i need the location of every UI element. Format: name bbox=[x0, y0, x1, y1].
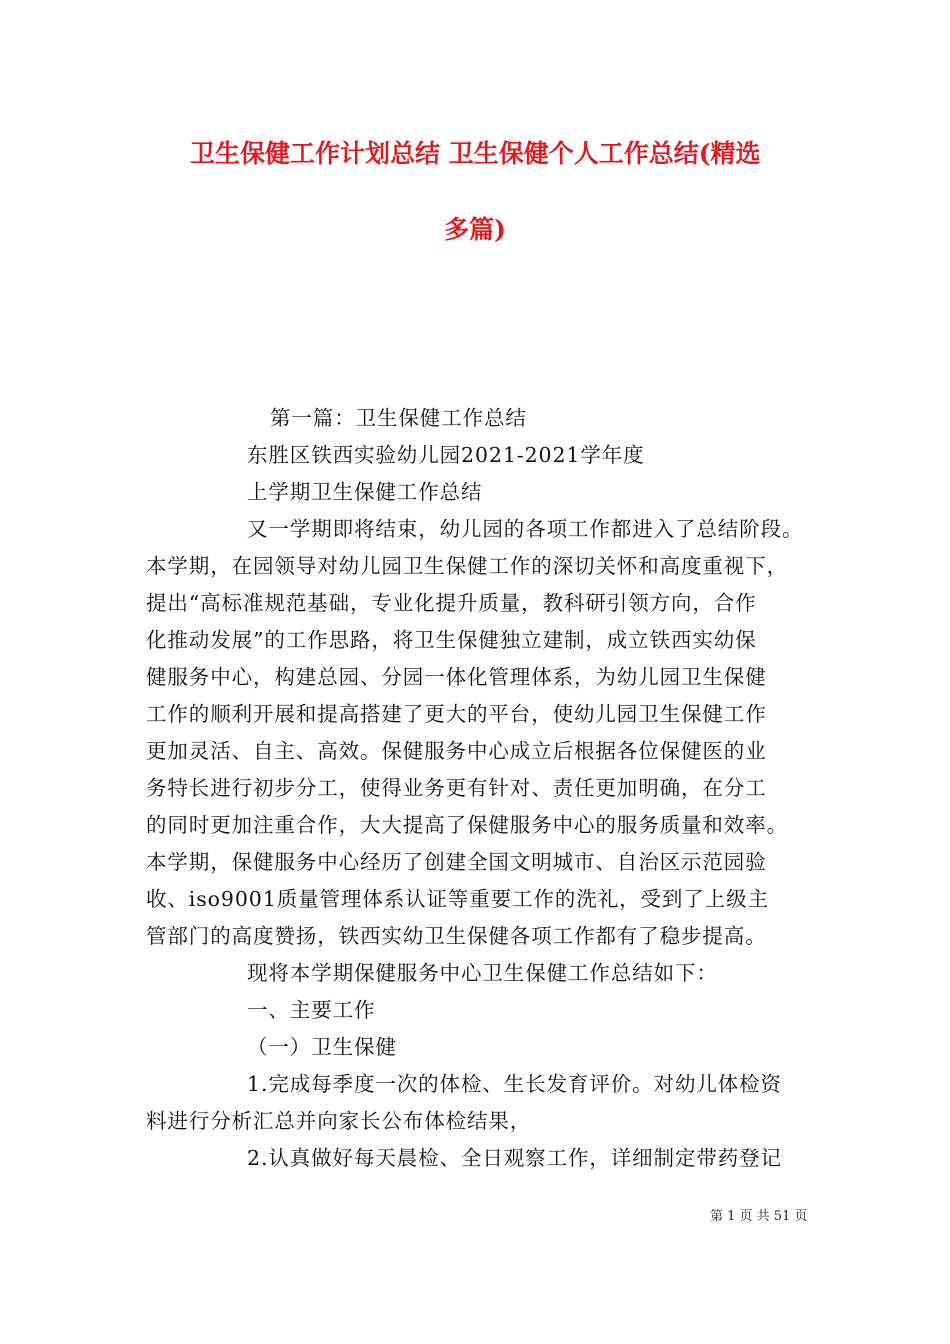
paragraph-line: 管部门的高度赞扬，铁西实幼卫生保健各项工作都有了稳步提高。 bbox=[146, 924, 767, 948]
paragraph-line: 化推动发展”的工作思路，将卫生保健独立建制，成立铁西实幼保 bbox=[146, 628, 757, 652]
heading-part-one: 第一篇：卫生保健工作总结 bbox=[270, 406, 527, 430]
paragraph-intro-summary: 现将本学期保健服务中心卫生保健工作总结如下： bbox=[247, 961, 718, 985]
subheading-summary: 上学期卫生保健工作总结 bbox=[247, 480, 483, 504]
paragraph-line: 本学期，保健服务中心经历了创建全国文明城市、自治区示范园验 bbox=[146, 850, 767, 874]
paragraph-line: 健服务中心，构建总园、分园一体化管理体系，为幼儿园卫生保健 bbox=[146, 665, 767, 689]
paragraph-line: 提出“高标准规范基础，专业化提升质量，教科研引领方向，合作 bbox=[146, 591, 757, 615]
list-item-line: 料进行分析汇总并向家长公布体检结果， bbox=[146, 1109, 532, 1133]
subsection-heading-health: （一）卫生保健 bbox=[247, 1035, 397, 1059]
paragraph-line: 收、iso9001质量管理体系认证等重要工作的洗礼，受到了上级主 bbox=[146, 887, 769, 911]
paragraph-line: 工作的顺利开展和提高搭建了更大的平台，使幼儿园卫生保健工作 bbox=[146, 702, 767, 726]
document-title-line1: 卫生保健工作计划总结 卫生保健个人工作总结(精选 bbox=[190, 139, 761, 168]
list-item-line: 1.完成每季度一次的体检、生长发育评价。对幼儿体检资 bbox=[247, 1072, 782, 1096]
paragraph-line: 务特长进行初步分工，使得业务更有针对、责任更加明确，在分工 bbox=[146, 776, 767, 800]
section-heading-main-work: 一、主要工作 bbox=[247, 998, 376, 1022]
paragraph-line: 的同时更加注重合作，大大提高了保健服务中心的服务质量和效率。 bbox=[146, 813, 788, 837]
page-number-footer: 第 1 页 共 51 页 bbox=[710, 1209, 808, 1224]
document-title-line2: 多篇) bbox=[444, 215, 506, 244]
list-item-line: 2.认真做好每天晨检、全日观察工作，详细制定带药登记 bbox=[247, 1146, 782, 1170]
subheading-school-year: 东胜区铁西实验幼儿园2021-2021学年度 bbox=[247, 443, 645, 467]
paragraph-line: 更加灵活、自主、高效。保健服务中心成立后根据各位保健医的业 bbox=[146, 739, 767, 763]
paragraph-line: 本学期，在园领导对幼儿园卫生保健工作的深切关怀和高度重视下， bbox=[146, 554, 788, 578]
paragraph-line: 又一学期即将结束，幼儿园的各项工作都进入了总结阶段。 bbox=[247, 517, 804, 541]
